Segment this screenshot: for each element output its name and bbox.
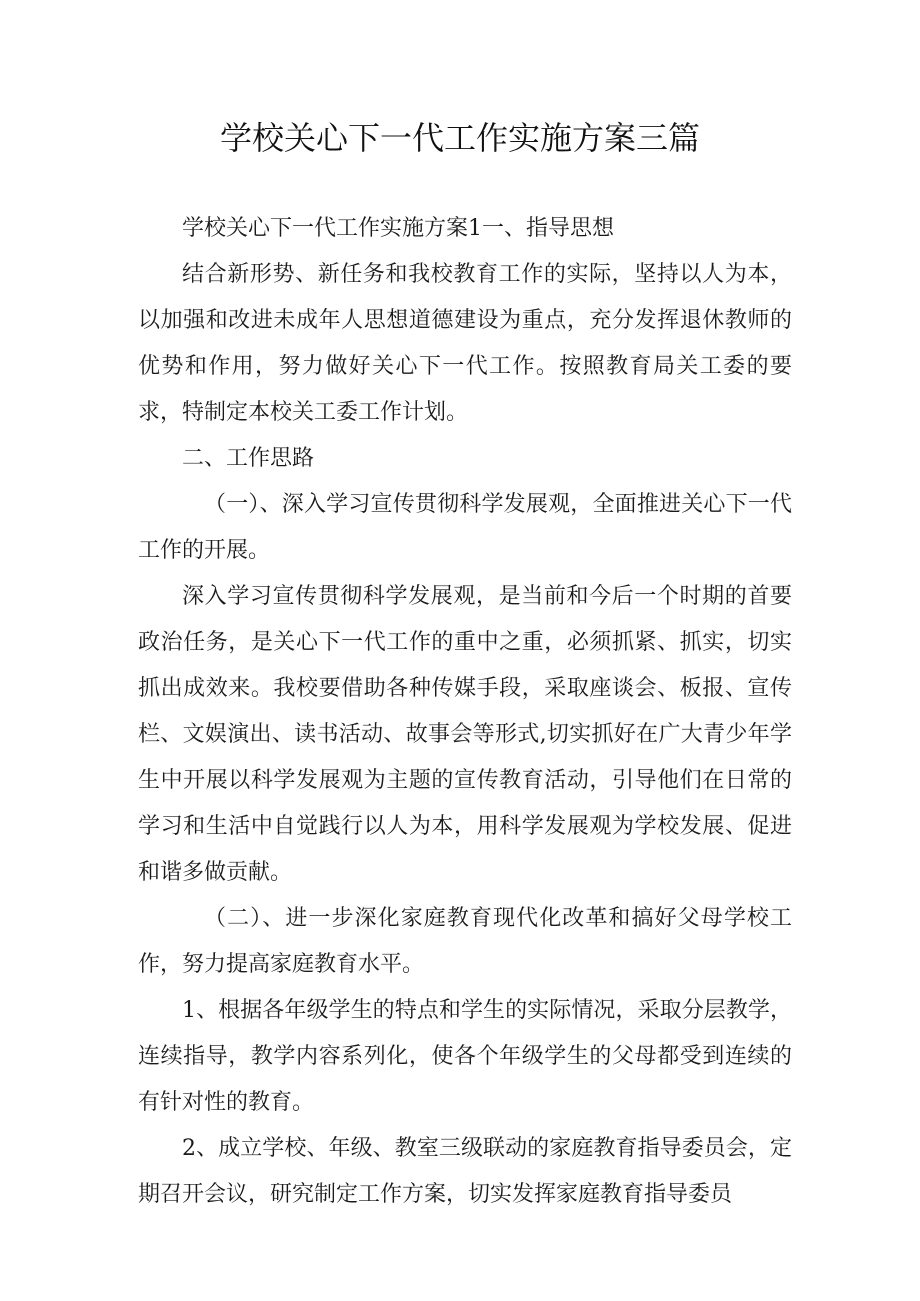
paragraph-item-one: 1、根据各年级学生的特点和学生的实际情况，采取分层教学，连续指导，教学内容系列化，使各个年级学生的父母都受到连续的有针对性的教育。 bbox=[138, 998, 792, 1115]
paragraph-work-approach-heading: 二、工作思路 bbox=[182, 446, 315, 471]
paragraph-subheading-two: （二）、进一步深化家庭教育现代化改革和搞好父母学校工作，努力提高家庭教育水平。 bbox=[138, 906, 792, 977]
paragraph-section-heading: 学校关心下一代工作实施方案1一、指导思想 bbox=[182, 216, 614, 241]
paragraph-subheading-one: （一）、深入学习宣传贯彻科学发展观，全面推进关心下一代工作的开展。 bbox=[138, 492, 792, 563]
paragraph-guiding-thought: 结合新形势、新任务和我校教育工作的实际，坚持以人为本，以加强和改进未成年人思想道德建设为重点，充分发挥退休教师的优势和作用，努力做好关心下一代工作。按照教育局关工委的要求，特制定本校关工委工作计划。 bbox=[138, 262, 792, 425]
document-body bbox=[138, 206, 792, 1218]
paragraph-item-two: 2、成立学校、年级、教室三级联动的家庭教育指导委员会，定期召开会议，研究制定工作方案，切实发挥家庭教育指导委员 bbox=[138, 1136, 792, 1207]
paragraph-science-development: 深入学习宣传贯彻科学发展观，是当前和今后一个时期的首要政治任务，是关心下一代工作的重中之重，必须抓紧、抓实，切实抓出成效来。我校要借助各种传媒手段，采取座谈会、板报、宣传栏、文娱演出、读书活动、故事会等形式,切实抓好在广大青少年学生中开展以科学发展观为主题的宣传教育活动，引导他们在日常的学习和生活中自觉践行以人为本，用科学发展观为学校发展、促进和谐多做贡献。 bbox=[138, 584, 792, 885]
document-title: 学校关心下一代工作实施方案三篇 bbox=[219, 119, 700, 157]
